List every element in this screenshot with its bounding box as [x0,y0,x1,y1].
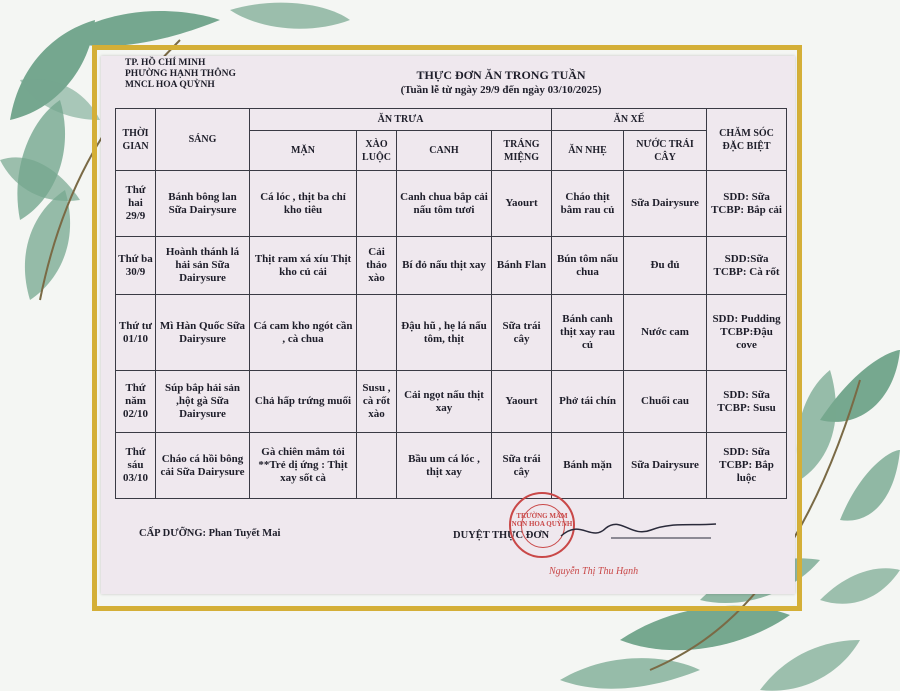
subtitle-text: (Tuần lễ từ ngày 29/9 đến ngày 03/10/2025) [400,84,602,96]
header-dessert: TRÁNG MIỆNG [492,131,552,171]
juice-cell: Sữa Dairysure [624,171,707,237]
org-line: PHƯỜNG HẠNH THÔNG [125,69,236,79]
stir-fry-cell [357,295,397,371]
snack-cell: Bánh mặn [552,433,624,499]
savory-cell: Gà chiên mắm tỏi **Trẻ dị ứng : Thịt xay sốt cà [250,433,357,499]
header-soup: CANH [397,131,492,171]
soup-cell: Đậu hũ , hẹ lá nấu tôm, thịt [397,295,492,371]
header-lunch: ĂN TRƯA [250,109,552,131]
savory-cell: Cá cam kho ngót cần , cà chua [250,295,357,371]
title-text: THỰC ĐƠN ĂN TRONG TUẦN [416,68,586,82]
stir-fry-cell [357,433,397,499]
soup-cell: Bí đỏ nấu thịt xay [397,237,492,295]
savory-cell: Chả hấp trứng muối [250,371,357,433]
dessert-cell: Yaourt [492,171,552,237]
table-row [116,433,787,499]
header-afternoon: ĂN XẾ [552,109,707,131]
snack-cell: Bánh canh thịt xay rau củ [552,295,624,371]
approver-name: Nguyễn Thị Thu Hạnh [549,566,639,577]
table-row [116,295,787,371]
org-line: MNCL HOA QUỲNH [125,80,215,90]
juice-cell: Đu đủ [624,237,707,295]
soup-cell: Cải ngọt nấu thịt xay [397,371,492,433]
org-line: TP. HỒ CHÍ MINH [125,58,206,68]
savory-cell: Thịt ram xá xíu Thịt kho củ cải [250,237,357,295]
special-care-cell: SDD:Sữa TCBP: Cà rốt [707,237,787,295]
cook-signature-label: CẤP DƯỠNG: Phan Tuyết Mai [139,528,281,539]
dessert-cell: Yaourt [492,371,552,433]
juice-cell: Nước cam [624,295,707,371]
special-care-cell: SDD: Sữa TCBP: Bắp cải [707,171,787,237]
snack-cell: Bún tôm nấu chua [552,237,624,295]
special-care-cell: SDD: Sữa TCBP: Bắp luộc [707,433,787,499]
day-cell: Thứ ba 30/9 [116,237,156,295]
special-care-cell: SDD: Sữa TCBP: Susu [707,371,787,433]
savory-cell: Cá lóc , thịt ba chỉ kho tiêu [250,171,357,237]
day-cell: Thứ hai 29/9 [116,171,156,237]
header-savory: MẶN [250,131,357,171]
juice-cell: Chuối cau [624,371,707,433]
stamp-text: TRƯỜNG MẦM NON HOA QUỲNH [511,512,573,528]
day-cell: Thứ sáu 03/10 [116,433,156,499]
soup-cell: Canh chua bắp cải nấu tôm tươi [397,171,492,237]
table-row [116,237,787,295]
handwritten-signature [551,508,721,548]
menu-document [101,56,795,594]
breakfast-cell: Súp bắp hải sản ,hột gà Sữa Dairysure [156,371,250,433]
day-cell: Thứ tư 01/10 [116,295,156,371]
header-juice: NƯỚC TRÁI CÂY [624,131,707,171]
stir-fry-cell: Susu , cà rốt xào [357,371,397,433]
header-stir-fry: XÀO LUỘC [357,131,397,171]
juice-cell: Sữa Dairysure [624,433,707,499]
stir-fry-cell [357,171,397,237]
day-cell: Thứ năm 02/10 [116,371,156,433]
table-row [116,371,787,433]
breakfast-cell: Hoành thánh lá hải sản Sữa Dairysure [156,237,250,295]
header-snack: ĂN NHẸ [552,131,624,171]
dessert-cell: Sữa trái cây [492,433,552,499]
dessert-cell: Bánh Flan [492,237,552,295]
header-day: THỜI GIAN [116,109,156,171]
document-title [321,68,681,97]
table-row [116,171,787,237]
soup-cell: Bầu um cá lóc , thịt xay [397,433,492,499]
organization-header [125,58,236,91]
header-breakfast: SÁNG [156,109,250,171]
dessert-cell: Sữa trái cây [492,295,552,371]
header-special-care: CHĂM SÓC ĐẶC BIỆT [707,109,787,171]
approval-label: DUYỆT THỰC ĐƠN [453,530,550,541]
weekly-menu-table [115,108,787,499]
snack-cell: Phở tái chín [552,371,624,433]
stir-fry-cell: Cải thảo xào [357,237,397,295]
breakfast-cell: Bánh bông lan Sữa Dairysure [156,171,250,237]
special-care-cell: SDD: Pudding TCBP:Đậu cove [707,295,787,371]
breakfast-cell: Mì Hàn Quốc Sữa Dairysure [156,295,250,371]
snack-cell: Cháo thịt bằm rau củ [552,171,624,237]
breakfast-cell: Cháo cá hồi bông cải Sữa Dairysure [156,433,250,499]
